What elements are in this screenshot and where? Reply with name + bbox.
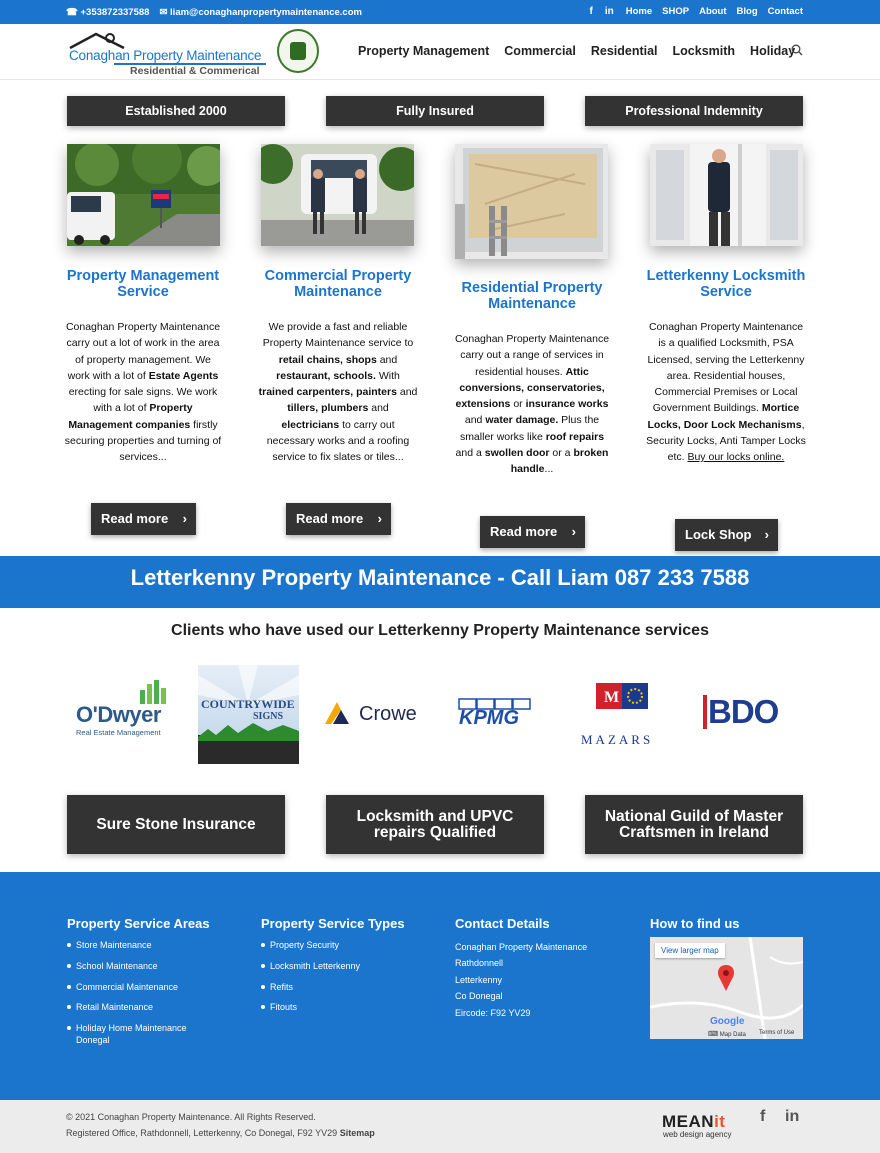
service-text-commercial: We provide a fast and reliable Property Maintenance service to retail chains, shops and restaurant, schools. With trained carpenters, painters and tillers, plumbers and electricians to carry out necessary works and a roofing service to fix slates or tiles... xyxy=(258,321,418,464)
mazars-name: MAZARS xyxy=(581,732,654,747)
terms-of-use-link[interactable]: Terms of Use xyxy=(759,1030,795,1036)
top-bar xyxy=(0,0,880,24)
badge-insured: Fully Insured xyxy=(326,96,544,126)
service-title-locksmith[interactable]: Letterkenny Locksmith Service xyxy=(646,268,806,300)
top-link-contact[interactable]: Contact xyxy=(767,6,803,17)
facebook-icon[interactable]: f xyxy=(760,1108,766,1125)
read-more-button-commercial[interactable]: Read more › xyxy=(286,503,391,535)
footer-areas-title: Property Service Areas xyxy=(67,916,210,931)
nav-holiday[interactable]: Holiday xyxy=(750,44,796,58)
crowe-logo xyxy=(323,700,423,730)
map-data-link[interactable]: ⌨ Map Data xyxy=(708,1031,746,1038)
footer-link-store[interactable]: Store Maintenance xyxy=(67,939,210,951)
search-icon[interactable] xyxy=(791,44,803,56)
footer-link-security[interactable]: Property Security xyxy=(261,939,405,951)
email-text: liam@conaghanpropertymaintenance.com xyxy=(170,7,362,18)
phone-link[interactable]: ☎ +353872337588 xyxy=(66,7,150,18)
svg-text:M: M xyxy=(604,689,620,706)
countrywide-name: COUNTRYWIDE xyxy=(201,697,295,711)
call-banner[interactable]: Letterkenny Property Maintenance - Call Liam 087 233 7588 xyxy=(0,556,880,608)
footer-link-commercial[interactable]: Commercial Maintenance xyxy=(67,981,210,993)
lock-shop-button[interactable]: Lock Shop › xyxy=(675,519,778,551)
contact-line: Conaghan Property Maintenance xyxy=(455,942,588,952)
chevron-right-icon: › xyxy=(182,511,187,526)
contact-line: Rathdonnell xyxy=(455,958,504,969)
odwyer-logo xyxy=(76,680,176,740)
meanit-tagline: web design agency xyxy=(663,1130,732,1139)
office-line: Registered Office, Rathdonnell, Letterkenny, Co Donegal, F92 YV29 Sitemap xyxy=(66,1128,375,1138)
crowe-mark-icon xyxy=(323,700,353,726)
crowe-name: Crowe xyxy=(359,703,417,725)
roof-key-icon xyxy=(68,30,128,50)
read-more-button-property-management[interactable]: Read more › xyxy=(91,503,196,535)
top-link-home[interactable]: Home xyxy=(625,6,653,17)
google-wordmark: Google xyxy=(710,1016,745,1027)
badge-established: Established 2000 xyxy=(67,96,285,126)
footer-link-school[interactable]: School Maintenance xyxy=(67,960,210,972)
contact-line: Letterkenny xyxy=(455,974,503,985)
footer-service-areas xyxy=(67,916,210,1055)
google-map[interactable] xyxy=(650,937,803,1039)
odwyer-name: O'Dwyer xyxy=(76,702,161,727)
main-nav xyxy=(358,44,795,58)
footer-map-column xyxy=(650,916,740,939)
commercial-photo[interactable] xyxy=(261,144,414,246)
nav-locksmith[interactable]: Locksmith xyxy=(672,44,736,58)
chevron-right-icon: › xyxy=(764,527,769,542)
national-guild-box[interactable]: National Guild of Master Craftsmen in Ireland xyxy=(585,795,803,854)
service-title-residential[interactable]: Residential Property Maintenance xyxy=(461,280,603,312)
footer-types-title: Property Service Types xyxy=(261,916,405,931)
top-link-shop[interactable]: SHOP xyxy=(662,6,690,17)
keyboard-icon: ⌨ xyxy=(708,1031,719,1038)
sitemap-link[interactable]: Sitemap xyxy=(339,1128,375,1138)
logo-title: Conaghan Property Maintenance xyxy=(69,48,262,63)
bdo-logo xyxy=(703,695,793,735)
odwyer-sub: Real Estate Management xyxy=(76,728,161,737)
guild-seal-icon xyxy=(277,29,319,73)
top-link-blog[interactable]: Blog xyxy=(736,6,758,17)
footer-service-types xyxy=(261,916,405,1022)
building-icon xyxy=(138,680,168,704)
bdo-bar xyxy=(703,695,707,729)
service-title-property-management[interactable]: Property Management Service xyxy=(66,268,220,300)
nav-property-management[interactable]: Property Management xyxy=(358,44,490,58)
badge-indemnity: Professional Indemnity xyxy=(585,96,803,126)
footer-link-locksmith[interactable]: Locksmith Letterkenny xyxy=(261,960,405,972)
locksmith-photo[interactable] xyxy=(650,144,803,246)
footer-link-fitouts[interactable]: Fitouts xyxy=(261,1001,405,1013)
footer-link-holiday-home[interactable]: Holiday Home Maintenance Donegal xyxy=(67,1022,207,1046)
linkedin-icon[interactable]: in xyxy=(604,6,614,17)
linkedin-icon[interactable]: in xyxy=(785,1108,800,1125)
buy-locks-link[interactable]: Buy our locks online. xyxy=(687,451,785,464)
phone-text: +353872337588 xyxy=(80,7,150,18)
facebook-icon[interactable]: f xyxy=(589,6,593,17)
footer-contact-title: Contact Details xyxy=(455,916,550,931)
kpmg-name: KPMG xyxy=(459,707,519,729)
nav-residential[interactable]: Residential xyxy=(590,44,658,58)
contact-line: Eircode: F92 YV29 xyxy=(455,1007,531,1018)
footer-contact-details xyxy=(455,916,587,1021)
countrywide-sub: SIGNS xyxy=(253,711,284,722)
contact-line: Co Donegal xyxy=(455,991,503,1002)
service-title-commercial[interactable]: Commercial Property Maintenance xyxy=(264,268,412,300)
kpmg-logo xyxy=(458,698,533,730)
read-more-button-residential[interactable]: Read more › xyxy=(480,516,585,548)
site-header xyxy=(0,24,880,80)
copyright-text: © 2021 Conaghan Property Maintenance. All Rights Reserved. xyxy=(66,1112,316,1122)
locksmith-upvc-box[interactable]: Locksmith and UPVC repairs Qualified xyxy=(326,795,544,854)
logo-subtitle: Residential & Commerical xyxy=(130,65,260,77)
bottom-bar xyxy=(0,1100,880,1153)
service-text-residential: Conaghan Property Maintenance carry out a range of services in residential houses. Attic conversions, conservatories, extensions or insurance works and water damage. Plus the smaller works like roof repairs and a swollen door or a broken handle... xyxy=(454,333,610,476)
nav-commercial[interactable]: Commercial xyxy=(504,44,576,58)
clients-heading: Clients who have used our Letterkenny Property Maintenance services xyxy=(171,622,709,639)
service-text-locksmith: Conaghan Property Maintenance is a qualified Locksmith, PSA Licensed, serving the Letterkenny area. Residential houses, Commercial Premises or Local Government Buildings. Mortice Locks, Door Lock Mechanisms, Security Locks, Anti Tamper Locks etc. Buy our locks online. xyxy=(646,321,806,464)
chevron-right-icon: › xyxy=(571,524,576,539)
footer-link-refits[interactable]: Refits xyxy=(261,981,405,993)
service-text-property-management: Conaghan Property Maintenance carry out a lot of work in the area of property management. We work with a lot of Estate Agents erecting for sale signs. We work with a lot of Property Management companies firstly securing properties and turning of services... xyxy=(64,321,222,464)
mazars-flag-icon xyxy=(596,683,648,709)
countrywide-signs-logo xyxy=(198,665,299,764)
bdo-name: BDO xyxy=(708,693,779,730)
sure-stone-insurance-box[interactable]: Sure Stone Insurance xyxy=(67,795,285,854)
residential-photo[interactable] xyxy=(455,144,608,259)
property-management-photo[interactable] xyxy=(67,144,220,246)
top-link-about[interactable]: About xyxy=(699,6,727,17)
footer-map-title: How to find us xyxy=(650,916,740,931)
footer-link-retail[interactable]: Retail Maintenance xyxy=(67,1001,210,1013)
chevron-right-icon: › xyxy=(377,511,382,526)
meanit-logo[interactable]: MEANit xyxy=(662,1112,726,1131)
email-link[interactable]: ✉ liam@conaghanpropertymaintenance.com xyxy=(159,7,362,18)
site-logo[interactable] xyxy=(66,30,276,76)
mazars-logo xyxy=(580,683,666,747)
view-larger-map-link[interactable]: View larger map xyxy=(655,943,725,958)
